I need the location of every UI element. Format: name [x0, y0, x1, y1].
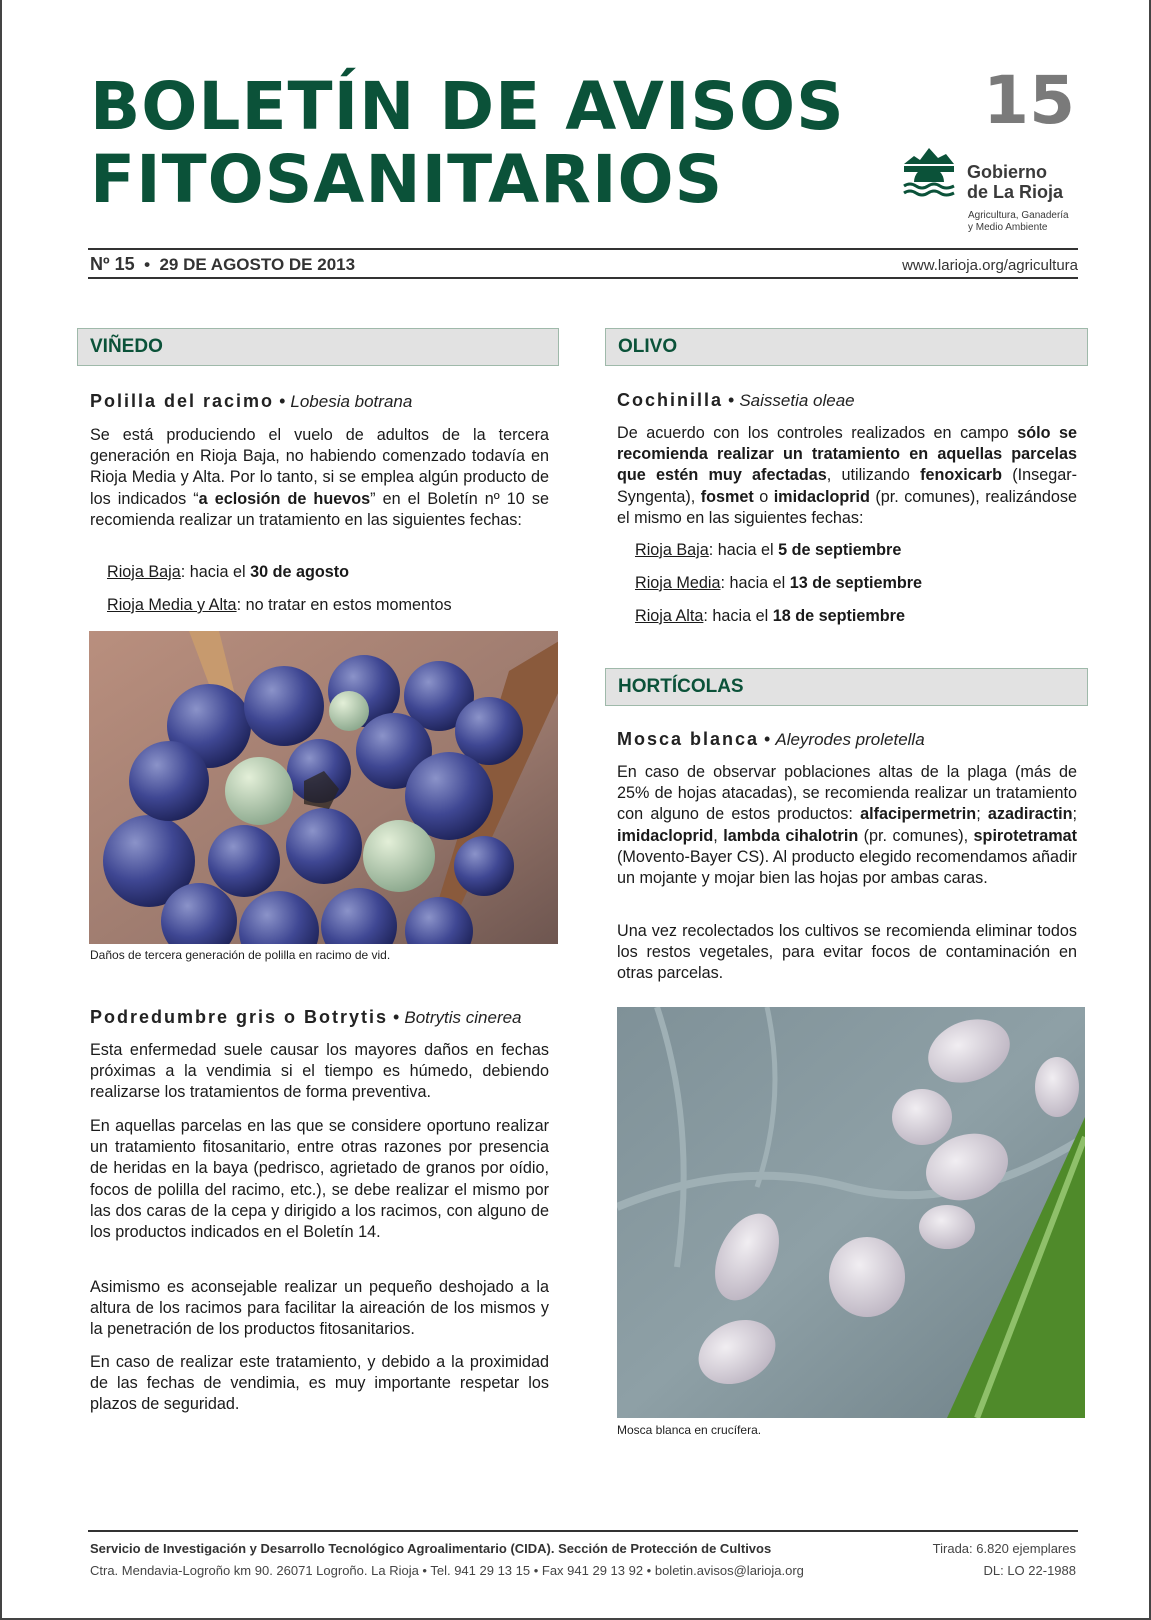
footer-dl: DL: LO 22-1988	[983, 1563, 1076, 1578]
title-line-1: BOLETÍN DE AVISOS	[90, 68, 845, 145]
cochinilla-paragraph: De acuerdo con los controles realizados en campo sólo se recomienda realizar un tratamiento en aquellas parcelas que estén muy afectadas, utilizando fenoxicarb (Insegar-Syngenta), fosmet o imidacloprid (pr. comunes), realizándose el mismo en las siguientes fechas:	[617, 424, 1078, 527]
grape-cluster-image	[89, 631, 558, 944]
section-header-horticolas: HORTÍCOLAS	[605, 668, 1088, 706]
mosca-blanca-paragraph-2: Una vez recolectados los cultivos se recomienda eliminar todos los restos vegetales, para evitar focos de contaminación en otras parcelas.	[617, 922, 1077, 983]
website-url: www.larioja.org/agricultura	[902, 257, 1078, 274]
header-rule-top	[88, 248, 1078, 250]
issue-no: Nº 15	[90, 254, 135, 274]
olivo-date-rioja-baja: Rioja Baja: hacia el 5 de septiembre	[635, 541, 902, 559]
issue-date: 29 DE AGOSTO DE 2013	[159, 255, 356, 274]
section-header-vinedo: VIÑEDO	[77, 328, 559, 366]
footer-contact: Ctra. Mendavia-Logroño km 90. 26071 Logroño. La Rioja • Tel. 941 29 13 15 • Fax 941 29 13 92 • boletin.avisos@larioja.org	[90, 1563, 804, 1578]
botrytis-paragraph-4: En caso de realizar este tratamiento, y debido a la proximidad de las fechas de vendimia, es muy importante respetar los plazos de seguridad.	[90, 1353, 549, 1414]
pest-title-botrytis: Podredumbre gris o Botrytis • Botrytis cinerea	[90, 1007, 522, 1027]
botrytis-paragraph-2: En aquellas parcelas en las que se considere oportuno realizar un tratamiento fitosanitario, entre otras razones por presencia de heridas en la baya (pedrisco, agrietado de granos por oídio, focos de polilla del racimo, etc.), se debe realizar el mismo por las dos caras de la cepa y dirigido a los racimos, con alguno de los productos indicados en el Boletín 14.	[90, 1117, 549, 1242]
title-line-2: FITOSANITARIOS	[90, 141, 724, 218]
issue-line	[90, 254, 355, 275]
pest-title-mosca-blanca: Mosca blanca • Aleyrodes proletella	[617, 729, 925, 749]
botrytis-paragraph-3: Asimismo es aconsejable realizar un pequeño deshojado a la altura de los racimos para facilitar la aireación de los mismos y la penetración de los productos fitosanitarios.	[90, 1278, 549, 1339]
section-header-olivo: OLIVO	[605, 328, 1088, 366]
logo-subtitle: Agricultura, Ganadería y Medio Ambiente	[968, 210, 1069, 233]
footer-rule	[88, 1530, 1078, 1532]
whitefly-photo-caption: Mosca blanca en crucífera.	[617, 1423, 762, 1437]
footer-institution: Servicio de Investigación y Desarrollo Tecnológico Agroalimentario (CIDA). Sección de Protección de Cultivos	[90, 1541, 772, 1556]
botrytis-paragraph-1: Esta enfermedad suele causar los mayores daños en fechas próximas a la vendimia si el tiempo es húmedo, debiendo realizarse los tratamientos de forma preventiva.	[90, 1041, 549, 1102]
logo-emblem-icon	[902, 148, 956, 200]
treatment-date-rioja-media-alta: Rioja Media y Alta: no tratar en estos momentos	[107, 596, 452, 614]
logo-name: Gobierno de La Rioja	[967, 162, 1064, 202]
pest-title-cochinilla: Cochinilla • Saissetia oleae	[617, 390, 855, 410]
grape-cluster-photo	[89, 631, 558, 944]
gobierno-la-rioja-logo	[902, 148, 1078, 240]
grape-photo-caption: Daños de tercera generación de polilla en racimo de vid.	[90, 948, 391, 962]
issue-sep: •	[144, 255, 151, 274]
whitefly-photo	[617, 1007, 1085, 1418]
polilla-paragraph: Se está produciendo el vuelo de adultos de la tercera generación en Rioja Baja, no habiendo comenzado todavía en Rioja Media y Alta. Por lo tanto, si se emplea algún producto de los indicados “a eclosión de huevos” en el Boletín nº 10 se recomienda realizar un tratamiento en las siguientes fechas:	[90, 426, 549, 529]
olivo-date-rioja-alta: Rioja Alta: hacia el 18 de septiembre	[635, 607, 905, 625]
olivo-date-rioja-media: Rioja Media: hacia el 13 de septiembre	[635, 574, 923, 592]
pest-title-polilla: Polilla del racimo • Lobesia botrana	[90, 391, 413, 411]
treatment-date-rioja-baja: Rioja Baja: hacia el 30 de agosto	[107, 563, 350, 581]
whitefly-image	[617, 1007, 1085, 1418]
header-rule-bottom	[88, 277, 1078, 279]
footer-tirada: Tirada: 6.820 ejemplares	[932, 1541, 1076, 1556]
bulletin-title	[90, 70, 890, 216]
mosca-blanca-paragraph-1: En caso de observar poblaciones altas de la plaga (más de 25% de hojas atacadas), se recomienda realizar un tratamiento con alguno de estos productos: alfacipermetrin; azadiractin; imidacloprid, lambda cihalotrin (pr. comunes), spirotetramat (Movento-Bayer CS). Al producto elegido recomendamos añadir un mojante y mojar bien las hojas por ambas caras.	[617, 763, 1077, 888]
issue-number-large: 15	[983, 62, 1075, 139]
